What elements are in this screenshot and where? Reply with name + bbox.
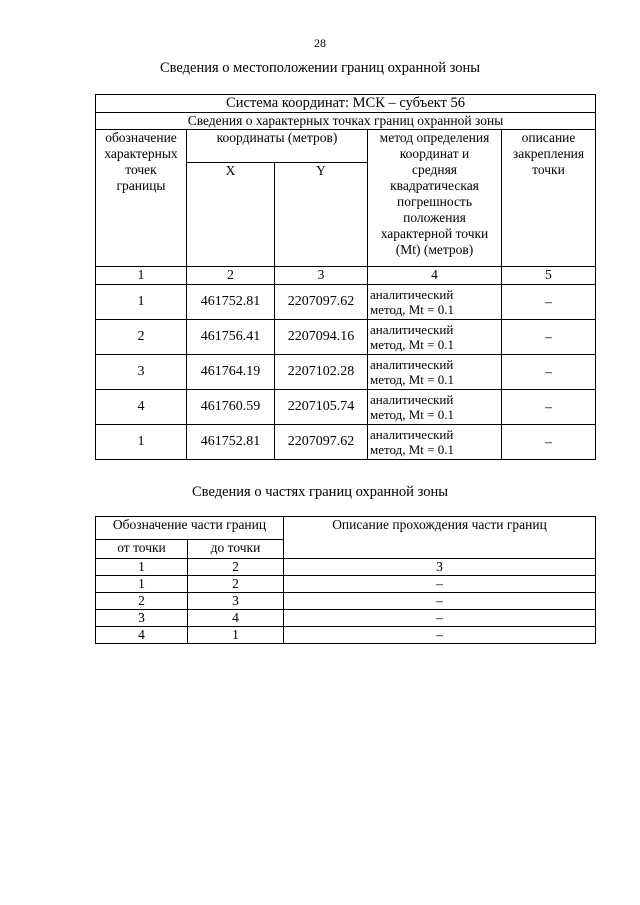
subtitle-cell: Сведения о характерных точках границ охранной зоны bbox=[96, 113, 596, 130]
header-from-point: от точки bbox=[96, 540, 188, 559]
column-numbers-row: 1 2 3 bbox=[96, 559, 596, 576]
section1-title: Сведения о местоположении границ охранной зоны bbox=[159, 60, 480, 76]
boundary-points-table bbox=[95, 94, 596, 460]
table-row: 4 461760.59 2207105.74 аналитический метод, Mt = 0.1 – bbox=[96, 390, 596, 425]
header-y: Y bbox=[275, 163, 368, 267]
table-row: 1 461752.81 2207097.62 аналитический метод, Mt = 0.1 – bbox=[96, 425, 596, 460]
header-coordinates: координаты (метров) bbox=[187, 130, 368, 163]
boundary-parts-table bbox=[95, 516, 596, 644]
header-method: метод определения координат и средняя квадратическая погрешность положения характерной точки (Mt) (метров) bbox=[368, 130, 502, 267]
header-part-description: Описание прохождения части границ bbox=[284, 517, 596, 559]
table-row: 3 4 – bbox=[96, 610, 596, 627]
table-row: 2 461756.41 2207094.16 аналитический метод, Mt = 0.1 – bbox=[96, 320, 596, 355]
page-number: 28 bbox=[314, 36, 326, 50]
header-part-designation: Обозначение части границ bbox=[96, 517, 284, 540]
header-point-designation: обозначение характерных точек границы bbox=[96, 130, 187, 267]
header-description: описание закрепления точки bbox=[502, 130, 596, 267]
table-row: 1 2 – bbox=[96, 576, 596, 593]
table-row: 1 461752.81 2207097.62 аналитический метод, Mt = 0.1 – bbox=[96, 285, 596, 320]
section2-title: Сведения о частях границ охранной зоны bbox=[192, 484, 448, 500]
table-row: 4 1 – bbox=[96, 627, 596, 644]
column-numbers-row: 1 2 3 4 5 bbox=[96, 267, 596, 285]
coord-system-cell: Система координат: МСК – субъект 56 bbox=[96, 95, 596, 113]
header-to-point: до точки bbox=[188, 540, 284, 559]
table-row: 2 3 – bbox=[96, 593, 596, 610]
table-row: 3 461764.19 2207102.28 аналитический метод, Mt = 0.1 – bbox=[96, 355, 596, 390]
header-x: X bbox=[187, 163, 275, 267]
